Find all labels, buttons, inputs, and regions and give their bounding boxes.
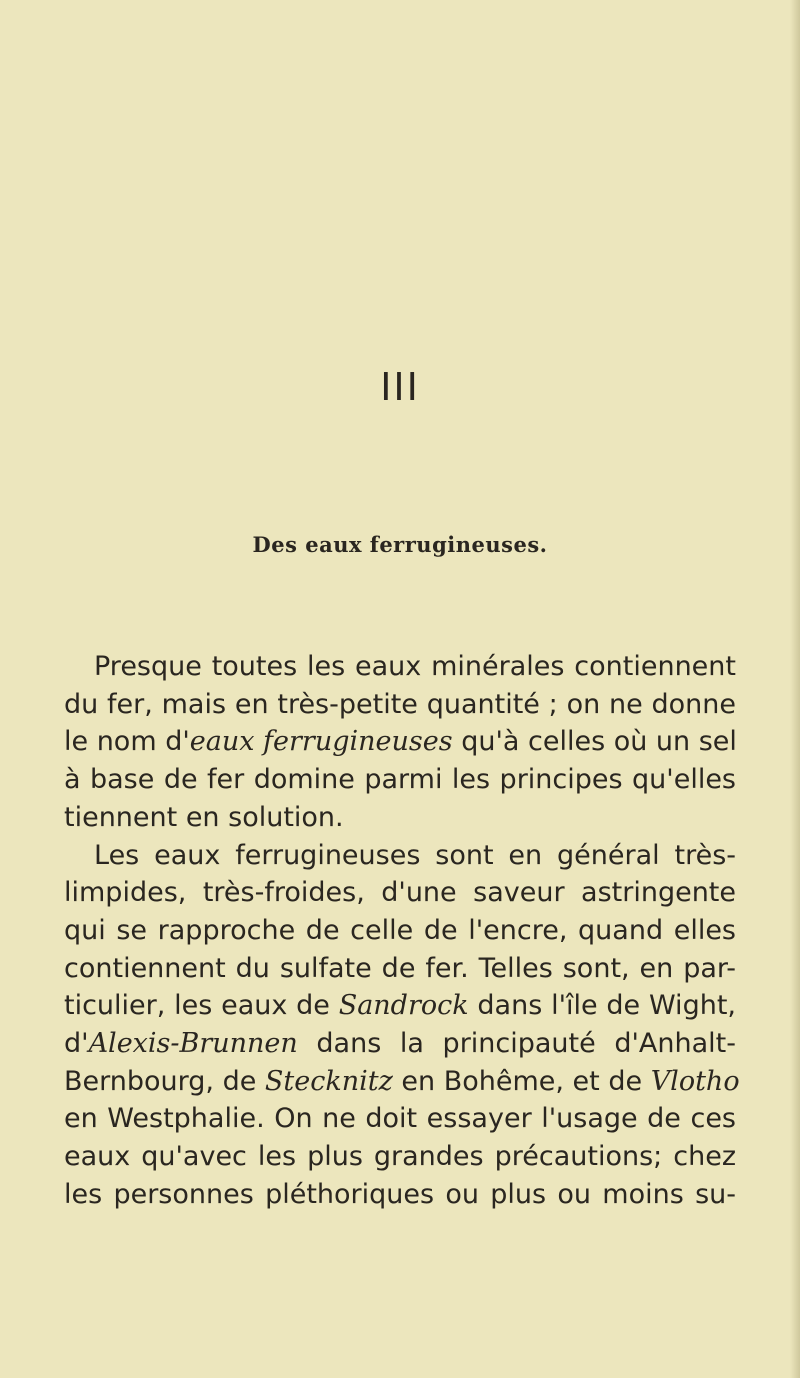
text-line [64,874,736,912]
text-run: d' [64,1028,89,1060]
text-line [64,837,736,875]
text-run: du fer, mais en très-petite quantité ; on ne donne [64,688,736,720]
text-run: le nom d' [64,726,190,758]
text-line [64,686,736,724]
italic-term: Stecknitz [264,1065,393,1097]
text-run: à base de fer domine parmi les principes qu'elles [64,764,736,796]
text-run: eaux qu'avec les plus grandes précautions; chez [64,1141,736,1173]
text-line [64,799,736,837]
chapter-number: III [380,365,420,409]
text-line [64,723,736,761]
text-run: les personnes pléthoriques ou plus ou moins su- [64,1178,736,1210]
text-line [64,1100,736,1138]
text-run: qui se rapproche de celle de l'encre, quand elles [64,914,736,946]
text-run: limpides, très-froides, d'une saveur astringente [64,877,736,909]
text-line [64,987,736,1025]
text-run: Les eaux ferrugineuses sont en général très- [94,839,736,871]
text-line [64,1063,740,1101]
italic-term: Sandrock [338,990,469,1022]
text-run: ticulier, les eaux de [64,990,339,1022]
text-run: Presque toutes les eaux minérales contiennent [94,651,736,682]
italic-term: eaux ferrugineuses [189,726,453,758]
text-line [64,761,736,799]
text-run: Bernbourg, de [64,1065,265,1097]
text-line [64,950,736,988]
text-line [64,1138,736,1176]
text-line [64,1176,736,1214]
text-line [64,648,736,686]
text-run: en Bohême, et de [392,1065,651,1097]
paragraph [64,648,736,837]
text-line [64,912,736,950]
italic-term: Vlotho [650,1065,740,1097]
text-run: qu'à celles où un sel [452,726,737,758]
text-run: en Westphalie. On ne doit essayer l'usage de ces [64,1103,736,1135]
text-run: dans l'île de Wight, [468,990,736,1022]
body-text [64,648,740,1214]
paragraph [64,837,740,1214]
text-run: tiennent en solution. [64,801,344,833]
chapter-title: Des eaux ferrugineuses. [252,532,548,557]
text-run: contiennent du sulfate de fer. Telles sont, en par- [64,952,736,984]
italic-term: Alexis-Brunnen [88,1028,298,1060]
text-line [64,1025,736,1063]
text-run: dans la principauté d'Anhalt- [297,1028,736,1060]
